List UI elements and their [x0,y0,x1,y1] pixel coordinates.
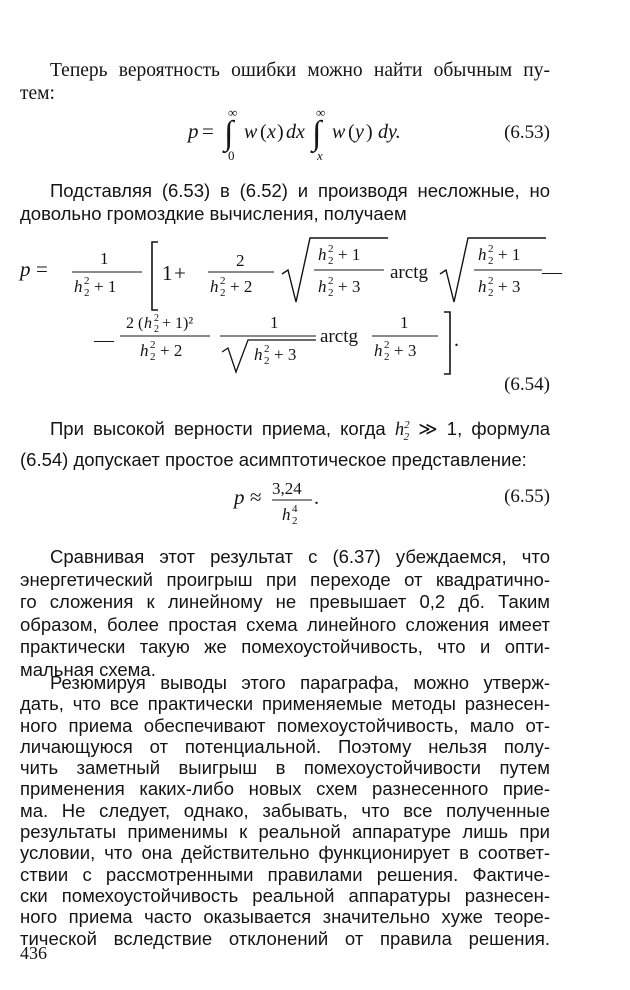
arctg-label: arctg [390,262,428,283]
svg-text:2: 2 [328,287,334,299]
text-line: тем: [20,82,55,104]
svg-text:2: 2 [384,351,390,363]
svg-text:h: h [254,345,263,364]
svg-text:2: 2 [150,339,156,351]
svg-text:4: 4 [292,503,298,515]
svg-text:.: . [314,487,319,509]
svg-text:h: h [478,245,487,264]
svg-text:1: 1 [400,313,409,332]
svg-text:∫: ∫ [312,115,322,152]
svg-text:2: 2 [84,287,90,299]
svg-text:2: 2 [328,255,334,267]
svg-text:+ 1: + 1 [498,245,521,264]
arctg-label: arctg [320,326,358,347]
text-line: результаты применимы к реальной аппаратуре лишь при [20,821,550,843]
svg-text:h: h [282,505,291,524]
text-line: (6.54) допускает простое асимптотическое представление: [20,448,527,470]
svg-text:∞: ∞ [316,105,326,120]
svg-text:y: y [355,121,364,143]
text-line: го сложения к линейному не превышает 0,2 дб. Таким [20,591,550,613]
svg-text:2: 2 [384,339,390,351]
svg-text:.: . [454,329,459,351]
text-line: Сравнивая этот результат с (6.37) убеждаемся, что [50,546,550,567]
svg-text:+ 2: + 2 [160,341,183,360]
paragraph-summary [20,672,550,949]
text-line: ствии с рассмотренными правилами решения. Фактиче- [20,863,550,885]
text-line: образом, более простая схема линейного сложения имеет [20,613,550,635]
svg-text:dx: dx [286,121,305,143]
svg-text:p: p [234,485,245,509]
text-line [20,414,550,449]
paragraph-comparison [20,546,550,682]
svg-text:h: h [318,277,327,296]
text-line: довольно громоздкие вычисления, получаем [20,202,407,224]
svg-text:0: 0 [228,148,235,163]
svg-text:2: 2 [488,243,494,255]
svg-text:1: 1 [162,261,173,285]
svg-text:+: + [174,261,186,285]
svg-text:2: 2 [220,287,226,299]
equation-6-54 [16,228,562,378]
svg-text:+ 1: + 1 [94,277,117,296]
svg-text:2: 2 [292,515,298,527]
svg-text:+ 2: + 2 [230,277,253,296]
text-line: ного приема часто оказывается значительно хуже теоре- [20,906,550,928]
svg-text:h: h [374,341,383,360]
svg-text:1: 1 [100,249,109,268]
svg-text:≈: ≈ [250,485,262,509]
text-line: Теперь вероятность ошибки можно найти обычным пу- [50,60,550,81]
text-line: условии, что она действительно функционирует в соответ- [20,842,550,864]
svg-text:h: h [144,315,152,332]
svg-text:1: 1 [270,313,279,332]
paragraph-substitution [20,180,550,226]
svg-text:—: — [94,329,114,351]
text-line: ски помехоустойчивость реальной аппаратуры разнесен- [20,884,550,906]
text-line: Подставляя (6.53) в (6.52) и производя несложные, но [50,180,550,201]
text-fragment: формула [471,418,551,440]
svg-text:2: 2 [236,251,245,270]
page-number: 436 [20,943,47,963]
svg-text:=: = [36,257,48,281]
text-line: ма. Не следует, однако, забывать, что все полученные [20,799,550,821]
text-line: энергетический проигрыш при переходе от квадратично- [20,568,550,590]
equation-value: 3,24 [272,479,302,498]
svg-text:(: ( [348,121,355,143]
svg-text:2: 2 [84,275,90,287]
svg-text:—: — [542,261,562,283]
svg-text:2: 2 [488,275,494,287]
svg-text:p: p [20,257,31,281]
svg-text:∞: ∞ [228,105,238,120]
svg-text:dy.: dy. [378,121,401,143]
svg-text:2: 2 [150,351,156,363]
text-line: личающуюся от потенциальной. Поэтому нельзя полу- [20,735,550,757]
text-line: дать, что все практически применяемые методы разнесен- [20,693,550,715]
svg-text:+ 3: + 3 [274,345,297,364]
svg-text:2: 2 [264,343,270,355]
text-line: применения каких-либо новых схем разнесенного прие- [20,778,550,800]
svg-text:h: h [478,277,487,296]
svg-text:2 (: 2 ( [126,315,144,332]
text-line: тической вследствие отклонений от правила решения. [20,927,550,949]
svg-text:+ 3: + 3 [394,341,417,360]
svg-text:): ) [366,121,373,143]
svg-text:2: 2 [154,313,159,324]
text-line: практически такую же помехоустойчивость, что и опти- [20,636,550,658]
svg-text:h: h [140,341,149,360]
inline-math-h2: $h^2_2$ [394,419,410,443]
svg-text:h: h [210,277,219,296]
svg-text:2: 2 [328,243,334,255]
svg-text:): ) [277,121,284,143]
svg-text:x: x [317,148,323,163]
svg-text:+ 3: + 3 [338,277,361,296]
text-line: чить заметный выигрыш в помехоустойчивости путем [20,757,550,779]
svg-text:x: x [267,121,276,143]
svg-text:2: 2 [488,255,494,267]
equation-6-53 [170,104,430,166]
svg-text:+ 1: + 1 [338,245,361,264]
equation-number: (6.55) [504,486,550,507]
svg-text:∫: ∫ [224,115,234,152]
svg-text:w: w [244,121,258,143]
equation-6-55 [228,474,348,530]
svg-text:h: h [318,245,327,264]
inline-math-condition: ≫ 1, [418,418,463,440]
svg-text:+ 1)²: + 1)² [162,315,194,332]
paragraph-intro [20,60,550,106]
text-fragment: При высокой верности приема, когда [50,418,386,440]
paragraph-high-fidelity [20,414,550,471]
svg-text:w: w [332,121,346,143]
equation-number: (6.53) [504,122,550,143]
equation-number: (6.54) [504,374,550,395]
text-line: мальная схема. [20,658,156,680]
svg-text:=: = [202,119,214,143]
svg-text:2: 2 [328,275,334,287]
svg-text:2: 2 [264,355,270,367]
svg-text:+ 3: + 3 [498,277,521,296]
svg-text:2: 2 [220,275,226,287]
text-line: ного приема обеспечивают помехоустойчивость, мало от- [20,714,550,736]
svg-text:p: p [188,119,199,143]
svg-text:2: 2 [488,287,494,299]
svg-text:h: h [74,277,83,296]
svg-text:(: ( [260,121,267,143]
svg-text:2: 2 [154,324,159,335]
text-line: Резюмируя выводы этого параграфа, можно утверж- [50,672,550,693]
